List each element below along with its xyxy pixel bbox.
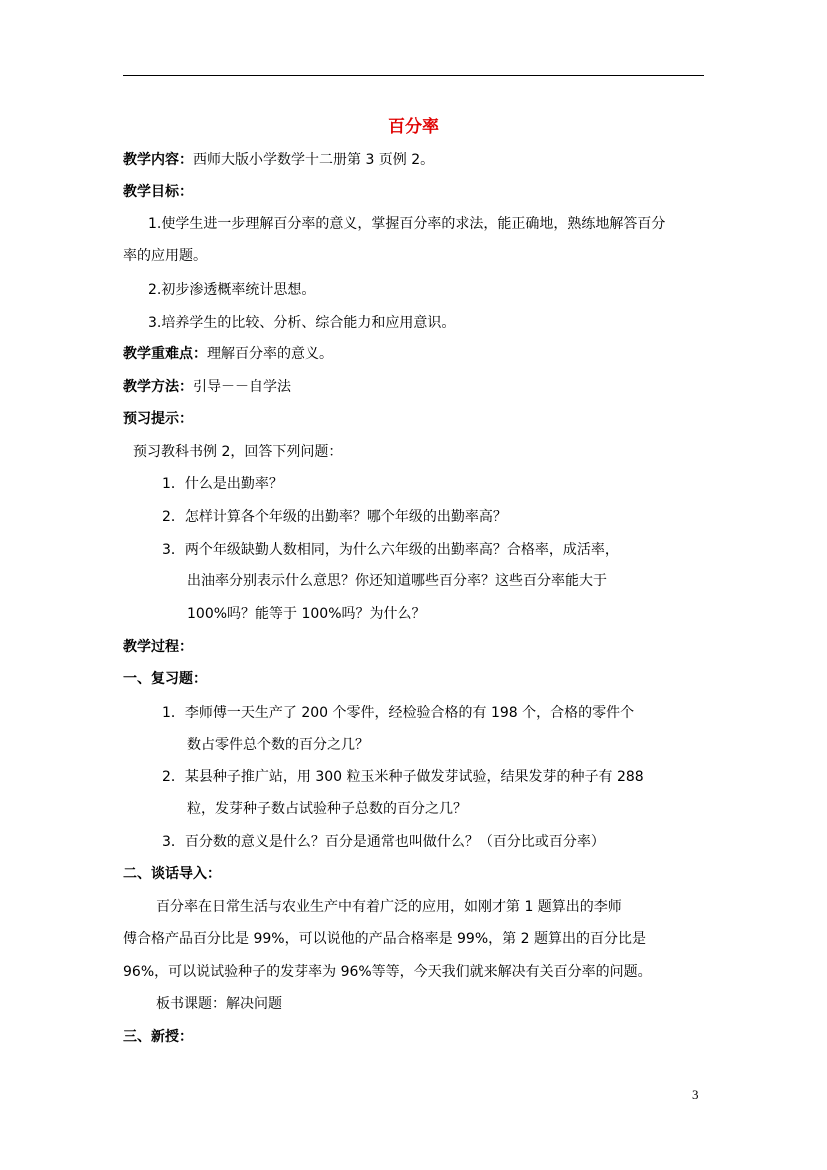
newlesson-label: 三、新授： [123, 1029, 193, 1045]
keypoint-text: 理解百分率的意义。 [207, 346, 333, 362]
preview-question: 2．怎样计算各个年级的出勤率？哪个年级的出勤率高？ [162, 509, 507, 525]
preview-label: 预习提示： [123, 411, 193, 427]
header-rule [123, 75, 704, 76]
review-item: 数占零件总个数的百分之几？ [187, 737, 369, 753]
review-item: 粒，发芽种子数占试验种子总数的百分之几？ [187, 801, 467, 817]
method-label: 教学方法： [123, 379, 193, 395]
goal-item: 率的应用题。 [123, 248, 207, 264]
content-line [123, 150, 434, 170]
review-item: 2．某县种子推广站，用 300 粒玉米种子做发芽试验，结果发芽的种子有 288 [162, 769, 644, 785]
keypoint-line [123, 344, 333, 364]
review-item: 1．李师傅一天生产了 200 个零件，经检验合格的有 198 个，合格的零件个 [162, 705, 635, 721]
intro-line: 傅合格产品百分比是 99%，可以说他的产品合格率是 99%，第 2 题算出的百分比是 [123, 931, 646, 947]
review-label: 一、复习题： [123, 671, 207, 687]
preview-question: 100%吗？能等于 100%吗？为什么？ [187, 606, 426, 622]
goal-item: 3.培养学生的比较、分析、综合能力和应用意识。 [148, 315, 456, 331]
method-line [123, 377, 291, 397]
method-text: 引导－－自学法 [193, 379, 291, 395]
preview-intro: 预习教科书例 2，回答下列问题： [133, 444, 343, 460]
review-item: 3．百分数的意义是什么？百分是通常也叫做什么？（百分比或百分率） [162, 834, 605, 850]
goal-item: 2.初步渗透概率统计思想。 [148, 282, 316, 298]
intro-label: 二、谈话导入： [123, 866, 221, 882]
goal-item: 1.使学生进一步理解百分率的意义，掌握百分率的求法，能正确地，熟练地解答百分 [148, 216, 666, 232]
content-text: 西师大版小学数学十二册第 3 页例 2。 [193, 152, 435, 168]
document-title: 百分率 [388, 117, 439, 137]
content-label: 教学内容： [123, 152, 193, 168]
preview-question: 出油率分别表示什么意思？你还知道哪些百分率？这些百分率能大于 [187, 573, 607, 589]
process-label: 教学过程： [123, 639, 193, 655]
preview-question: 1．什么是出勤率？ [162, 476, 283, 492]
page-number: 3 [692, 1087, 699, 1102]
intro-line: 96%，可以说试验种子的发芽率为 96%等等，今天我们就来解决有关百分率的问题。 [123, 964, 652, 980]
goals-label: 教学目标： [123, 184, 193, 200]
keypoint-label: 教学重难点： [123, 346, 207, 362]
intro-line: 板书课题：解决问题 [156, 996, 282, 1012]
intro-line: 百分率在日常生活与农业生产中有着广泛的应用，如刚才第 1 题算出的李师 [156, 899, 622, 915]
preview-question: 3．两个年级缺勤人数相同，为什么六年级的出勤率高？合格率，成活率， [162, 542, 619, 558]
